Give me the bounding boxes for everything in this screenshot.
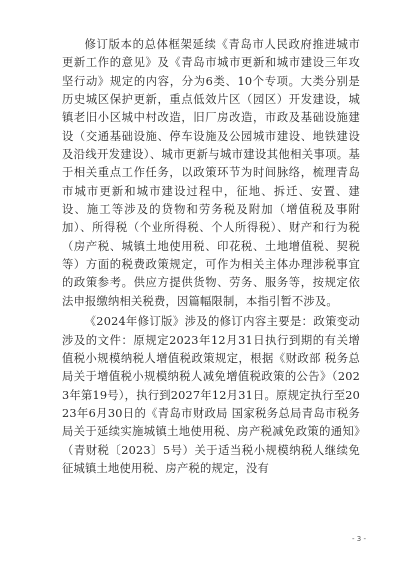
paragraph-revision-framework: 修订版本的总体框架延续《青岛市人民政府推进城市更新工作的意见》及《青岛市城市更新和城市建设三年攻坚行动》规定的内容，分为6类、10个专项。大类分别是历史城区保护更新，重点低效片区（园区）开发建设，城镇老旧小区城中村改造，旧厂房改造，市政及基础设施建设（交通基础设施、停车设施及公园城市建设、地铁建设及沿线开发建设）、城市更新与城市建设其他相关事项。基于相关重点工作任务，以政策环节为时间脉络，梳理青岛市城市更新和城市建设过程中，征地、拆迁、安置、建设、施工等涉及的贷物和劳务税及附加（增值税及事附加）、所得税（个业所得税、个人所得税）、财产和行为税（房产税、城镇土地使用税、印花税、土地增值税、契税等）方面的税费政策规定，可作为相关主体办理涉税事宜的政策参考。供应方提供货物、劳务、服务等，按规定依法申报缴纳相关税费，因篇幅限制，本指引暂不涉及。 <box>62 38 360 308</box>
paragraph-2024-revision-content: 《2024年修订版》涉及的修订内容主要是：政策变动涉及的文件：原规定2023年12月31日执行到期的有关增值税小规模纳税人增值税政策规定，根据《财政部 税务总局关于增值税小规模纳税人减免增值税政策的公告》（2023年第19号），执行到2027年12月31日。原规定执行至2023年6月30日的《青岛市财政局 国家税务总局青岛市税务局关于延续实施城镇土地使用税、房产税减免政策的通知》（青财税〔2023〕5号）关于适当税小规模纳税人继续免征城镇土地使用税、房产税的规定，没有 <box>62 315 360 475</box>
document-body <box>62 36 360 478</box>
page-number: - 3 - <box>352 535 366 543</box>
